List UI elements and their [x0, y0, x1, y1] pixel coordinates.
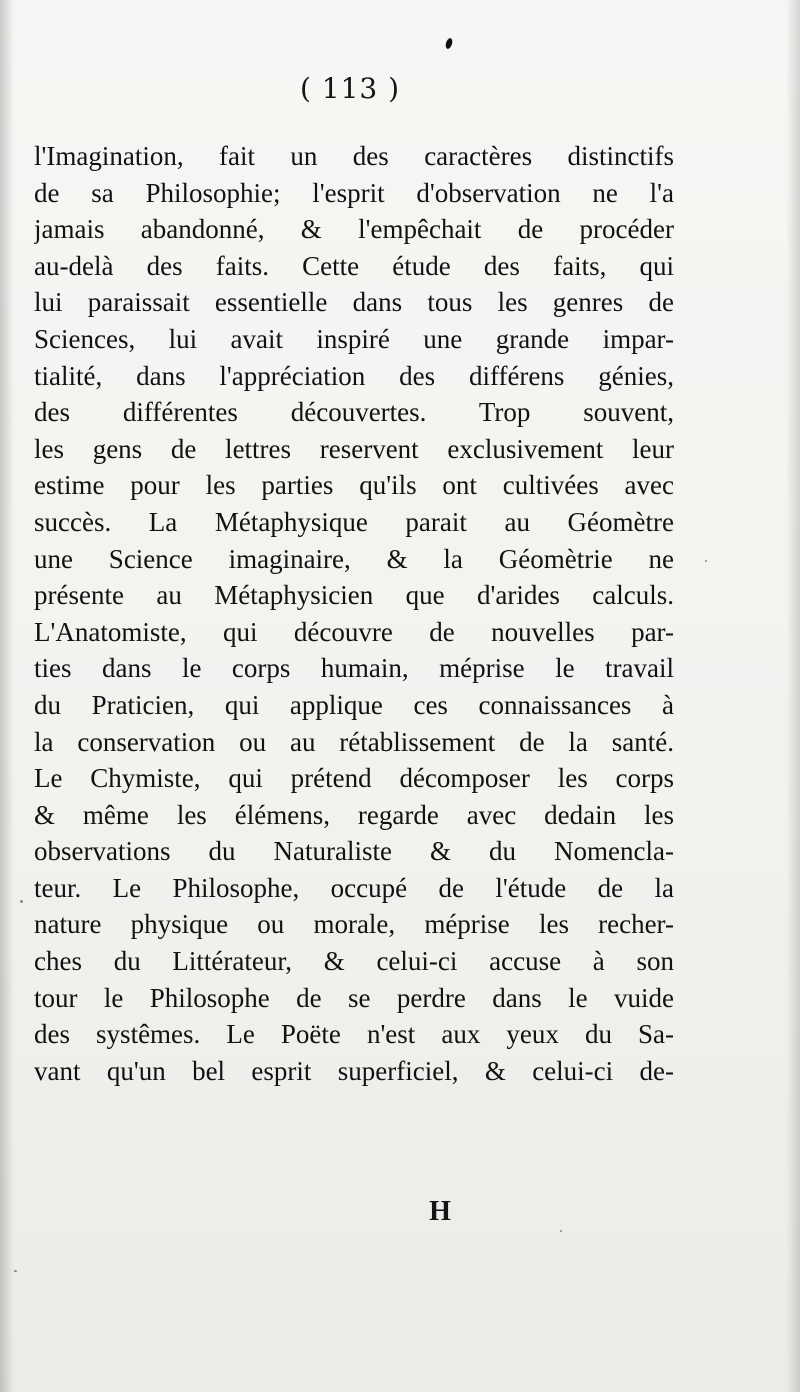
signature-mark: H: [429, 1196, 451, 1227]
text-line: présente au Métaphysicien que d'arides calculs.: [34, 580, 674, 611]
text-line: teur. Le Philosophe, occupé de l'étude de la: [34, 872, 674, 903]
text-line: la conservation ou au rétablissement de la santé.: [34, 726, 674, 757]
paper-speck: [705, 560, 707, 562]
paper-speck: [560, 1230, 562, 1232]
text-line: au-delà des faits. Cette étude des faits, qui: [34, 250, 674, 281]
text-line: observations du Naturaliste & du Nomencla-: [34, 836, 674, 867]
text-line: du Praticien, qui applique ces connaissances à: [34, 689, 674, 720]
text-line: estime pour les parties qu'ils ont cultivées avec: [34, 470, 674, 501]
page-edge-shadow-right: [786, 0, 800, 1392]
text-line: une Science imaginaire, & la Géomètrie ne: [34, 543, 674, 574]
page-edge-shadow-left: [0, 0, 14, 1392]
text-line: jamais abandonné, & l'empêchait de procéder: [34, 214, 674, 245]
text-line: les gens de lettres reservent exclusivement leur: [34, 433, 674, 464]
text-line: & même les élémens, regarde avec dedain les: [34, 799, 674, 830]
page-number: ( 113 ): [299, 72, 401, 105]
text-line: tour le Philosophe de se perdre dans le vuide: [34, 982, 674, 1013]
paper-speck: [14, 1270, 17, 1272]
body-text: [34, 138, 674, 1089]
text-line: des différentes découvertes. Trop souvent,: [34, 397, 674, 428]
text-line: lui paraissait essentielle dans tous les genres de: [34, 287, 674, 318]
text-line: vant qu'un bel esprit superficiel, & celui-ci de-: [34, 1055, 674, 1086]
text-line: tialité, dans l'appréciation des différens génies,: [34, 360, 674, 391]
text-line: succès. La Métaphysique parait au Géomètre: [34, 506, 674, 537]
text-line: L'Anatomiste, qui découvre de nouvelles par-: [34, 616, 674, 647]
text-line: ties dans le corps humain, méprise le travail: [34, 653, 674, 684]
ink-mark: [444, 37, 453, 49]
text-line: nature physique ou morale, méprise les recher-: [34, 909, 674, 940]
paper-speck: [20, 900, 23, 903]
text-line: ches du Littérateur, & celui-ci accuse à son: [34, 946, 674, 977]
text-line: des systêmes. Le Poëte n'est aux yeux du Sa-: [34, 1019, 674, 1050]
text-line: de sa Philosophie; l'esprit d'observation ne l'a: [34, 177, 674, 208]
text-line: Sciences, lui avait inspiré une grande impar-: [34, 323, 674, 354]
text-line: l'Imagination, fait un des caractères distinctifs: [34, 141, 674, 171]
text-line: Le Chymiste, qui prétend décomposer les corps: [34, 763, 674, 794]
